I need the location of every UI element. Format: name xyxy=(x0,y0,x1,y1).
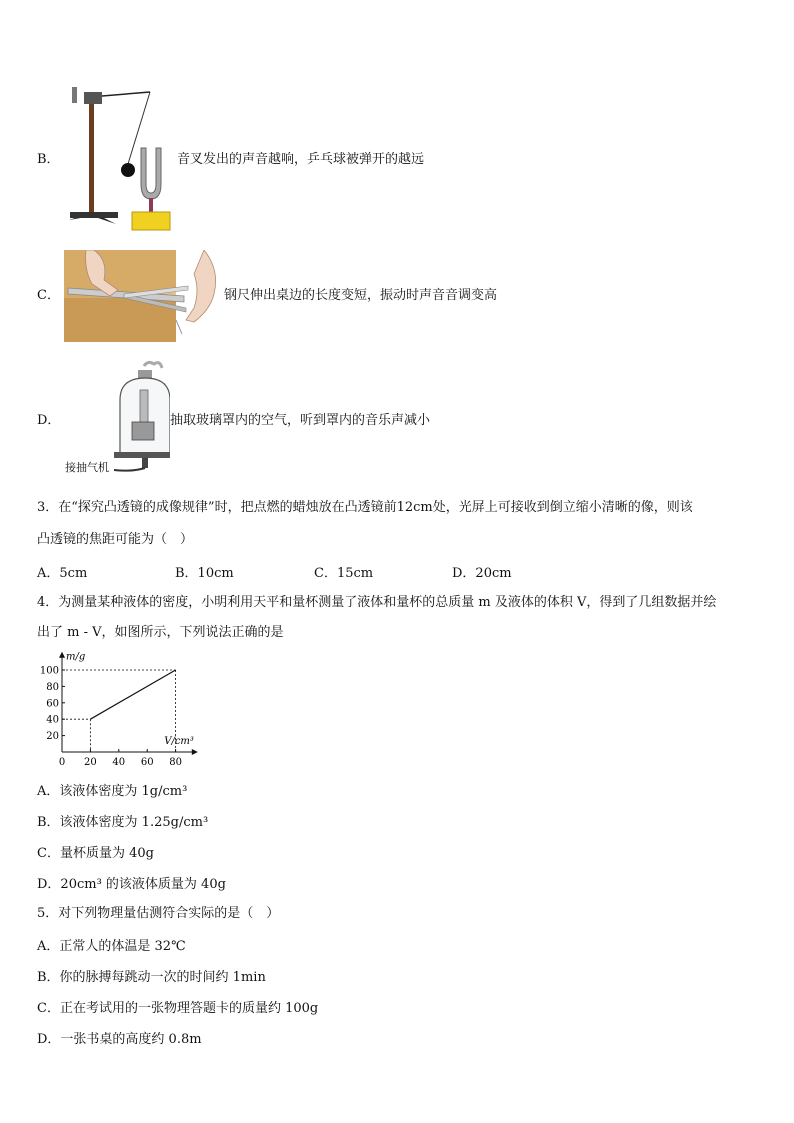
tuning-fork-figure xyxy=(64,84,174,234)
option-d-text: 抽取玻璃罩内的空气，听到罩内的音乐声减小 xyxy=(170,413,431,428)
y-tick-label: 20 xyxy=(46,731,59,743)
bell-jar-figure xyxy=(62,360,170,475)
q3-choice-a: A．5cm xyxy=(37,566,88,581)
y-tick-label: 60 xyxy=(46,698,59,710)
option-d-label: D． xyxy=(37,413,61,428)
q4-choice-b: B．该液体密度为 1.25g/cm³ xyxy=(37,815,209,830)
q5-choice-b: B．你的脉搏每跳动一次的时间约 1min xyxy=(37,970,266,985)
q3-stem-line2: 凸透镜的焦距可能为（ ） xyxy=(37,532,194,547)
x-tick-label: 20 xyxy=(84,757,97,768)
x-tick-label: 0 xyxy=(58,757,66,768)
q4-stem-line2: 出了 m - V，如图所示，下列说法正确的是 xyxy=(37,625,284,640)
q4-stem-line1: 为测量某种液体的密度，小明利用天平和量杯测量了液体和量杯的总质量 m 及液体的体积 V，得到了几组数据并绘 xyxy=(58,595,717,610)
q5-choice-d: D．一张书桌的高度约 0.8m xyxy=(37,1032,202,1047)
q4-number: 4． xyxy=(37,595,59,610)
q3-stem-line1: 在“探究凸透镜的成像规律”时，把点燃的蜡烛放在凸透镜前12cm处，光屏上可接收到倒立缩小清晰的像，则该 xyxy=(58,500,693,515)
x-axis-label: V/cm³ xyxy=(164,736,194,747)
option-b-text: 音叉发出的声音越响，乒乓球被弹开的越远 xyxy=(177,152,425,167)
q3-number: 3． xyxy=(37,500,59,515)
m-v-chart xyxy=(40,646,210,770)
q3-stem xyxy=(37,498,693,518)
q4-stem xyxy=(37,593,716,613)
y-axis-label: m/g xyxy=(66,651,86,663)
y-axis-arrow xyxy=(59,652,65,658)
y-tick-label: 100 xyxy=(40,665,59,677)
option-b-label: B． xyxy=(37,152,60,167)
y-tick-label: 80 xyxy=(46,681,59,693)
q3-choice-c: C．15cm xyxy=(314,566,374,581)
q4-choice-d: D．20cm³ 的该液体质量为 40g xyxy=(37,877,226,892)
option-c-text-visible: 钢尺伸出桌边的长度变短，振动时声音音调变高 xyxy=(224,288,498,303)
q4-choice-a: A．该液体密度为 1g/cm³ xyxy=(37,784,188,799)
q4-choice-c: C．量杯质量为 40g xyxy=(37,846,154,861)
q5-stem-text: 对下列物理量估测符合实际的是（ ） xyxy=(58,906,280,921)
option-c-label: C． xyxy=(37,288,60,303)
x-tick-label: 40 xyxy=(112,757,126,768)
data-line xyxy=(90,670,175,719)
y-tick-label: 40 xyxy=(46,714,59,726)
q3-choice-d: D．20cm xyxy=(452,566,512,581)
q3-choice-b: B．10cm xyxy=(175,566,234,581)
x-tick-label: 80 xyxy=(169,757,182,768)
pump-label: 接抽气机 xyxy=(65,461,109,474)
x-tick-label: 60 xyxy=(140,757,154,768)
ruler-on-desk-figure xyxy=(64,250,224,342)
q5-choice-a: A．正常人的体温是 32℃ xyxy=(37,939,186,954)
q5-stem xyxy=(37,904,279,924)
q5-number: 5． xyxy=(37,906,59,921)
x-axis-arrow xyxy=(192,749,198,755)
q5-choice-c: C．正在考试用的一张物理答题卡的质量约 100g xyxy=(37,1001,319,1016)
